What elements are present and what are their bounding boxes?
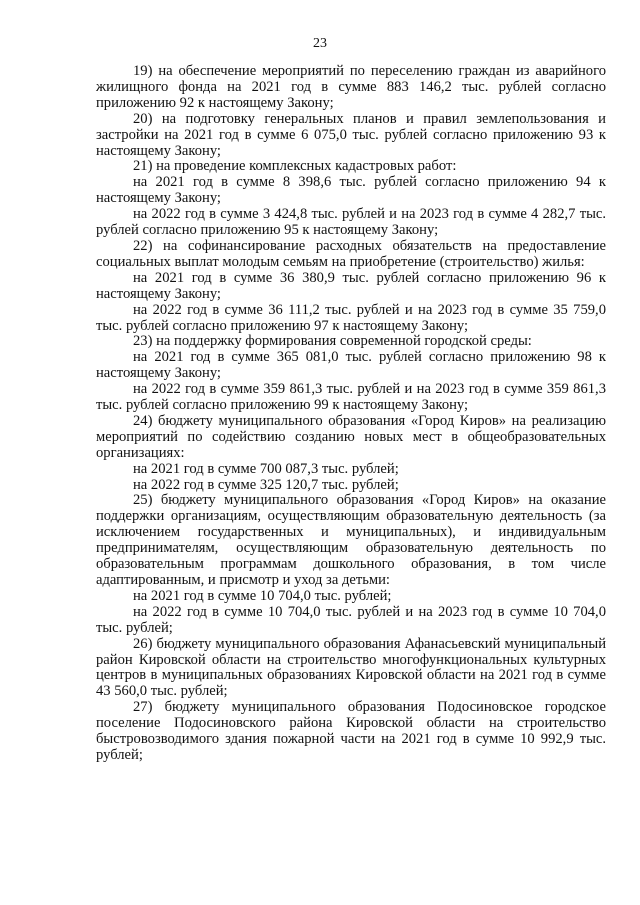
paragraph-24-2021: на 2021 год в сумме 700 087,3 тыс. рублей; [133,460,399,477]
paragraph-23-2021: на 2021 год в сумме 365 081,0 тыс. рублей согласно приложению 98 к настоящему Закону; [96,349,606,382]
paragraph-25-2021: на 2021 год в сумме 10 704,0 тыс. рублей; [133,587,392,604]
paragraph-22-2022-2023: на 2022 год в сумме 36 111,2 тыс. рублей и на 2023 год в сумме 35 759,0 тыс. рублей согласно приложению 97 к настоящему Закону; [96,301,606,334]
paragraph-21-2021: на 2021 год в сумме 8 398,6 тыс. рублей согласно приложению 94 к настоящему Закону; [96,174,606,207]
paragraph-24: 24) бюджету муниципального образования «Город Киров» на реализацию мероприятий по содействию созданию новых мест в общеобразовательных организациях: [96,412,606,461]
paragraph-21: 21) на проведение комплексных кадастровых работ: [133,158,457,175]
paragraph-21-2022-2023: на 2022 год в сумме 3 424,8 тыс. рублей и на 2023 год в сумме 4 282,7 тыс. рублей согласно приложению 95 к настоящему Закону; [96,206,606,239]
paragraph-23: 23) на поддержку формирования современной городской среды: [133,333,532,350]
page-number: 23 [313,36,327,51]
paragraph-26: 26) бюджету муниципального образования Афанасьевский муниципальный район Кировской области на строительство многофункциональных культурных центров в муниципальных образованиях Кировской области на 2021 год в сумме 43 560,0 тыс. рублей; [96,635,606,700]
paragraph-25-2022-2023: на 2022 год в сумме 10 704,0 тыс. рублей и на 2023 год в сумме 10 704,0 тыс. рублей; [96,603,606,636]
paragraph-22-2021: на 2021 год в сумме 36 380,9 тыс. рублей согласно приложению 96 к настоящему Закону; [96,269,606,302]
paragraph-24-2022: на 2022 год в сумме 325 120,7 тыс. рублей; [133,476,399,493]
document-body [96,64,606,764]
paragraph-19: 19) на обеспечение мероприятий по переселению граждан из аварийного жилищного фонда на 2021 год в сумме 883 146,2 тыс. рублей согласно приложению 92 к настоящему Закону; [96,63,606,111]
paragraph-25: 25) бюджету муниципального образования «Город Киров» на оказание поддержки организациям, осуществляющим образовательную деятельность (за исключением государственных и муниципальных), и индивидуальным предпринимателям, осуществляющим образовательную деятельность по образовательным программам дошкольного образования, в том числе адаптированным, и присмотр и уход за детьми: [96,492,606,588]
paragraph-22: 22) на софинансирование расходных обязательств на предоставление социальных выплат молодым семьям на приобретение (строительство) жилья: [96,237,606,270]
paragraph-27: 27) бюджету муниципального образования Подосиновское городское поселение Подосиновского района Кировской области на строительство быстровозводимого здания пожарной части на 2021 год в сумме 10 992,9 тыс. рублей; [96,699,606,763]
paragraph-20: 20) на подготовку генеральных планов и правил землепользования и застройки на 2021 год в сумме 6 075,0 тыс. рублей согласно приложению 93 к настоящему Закону; [96,110,606,159]
paragraph-23-2022-2023: на 2022 год в сумме 359 861,3 тыс. рублей и на 2023 год в сумме 359 861,3 тыс. рублей согласно приложению 99 к настоящему Закону; [96,381,606,414]
